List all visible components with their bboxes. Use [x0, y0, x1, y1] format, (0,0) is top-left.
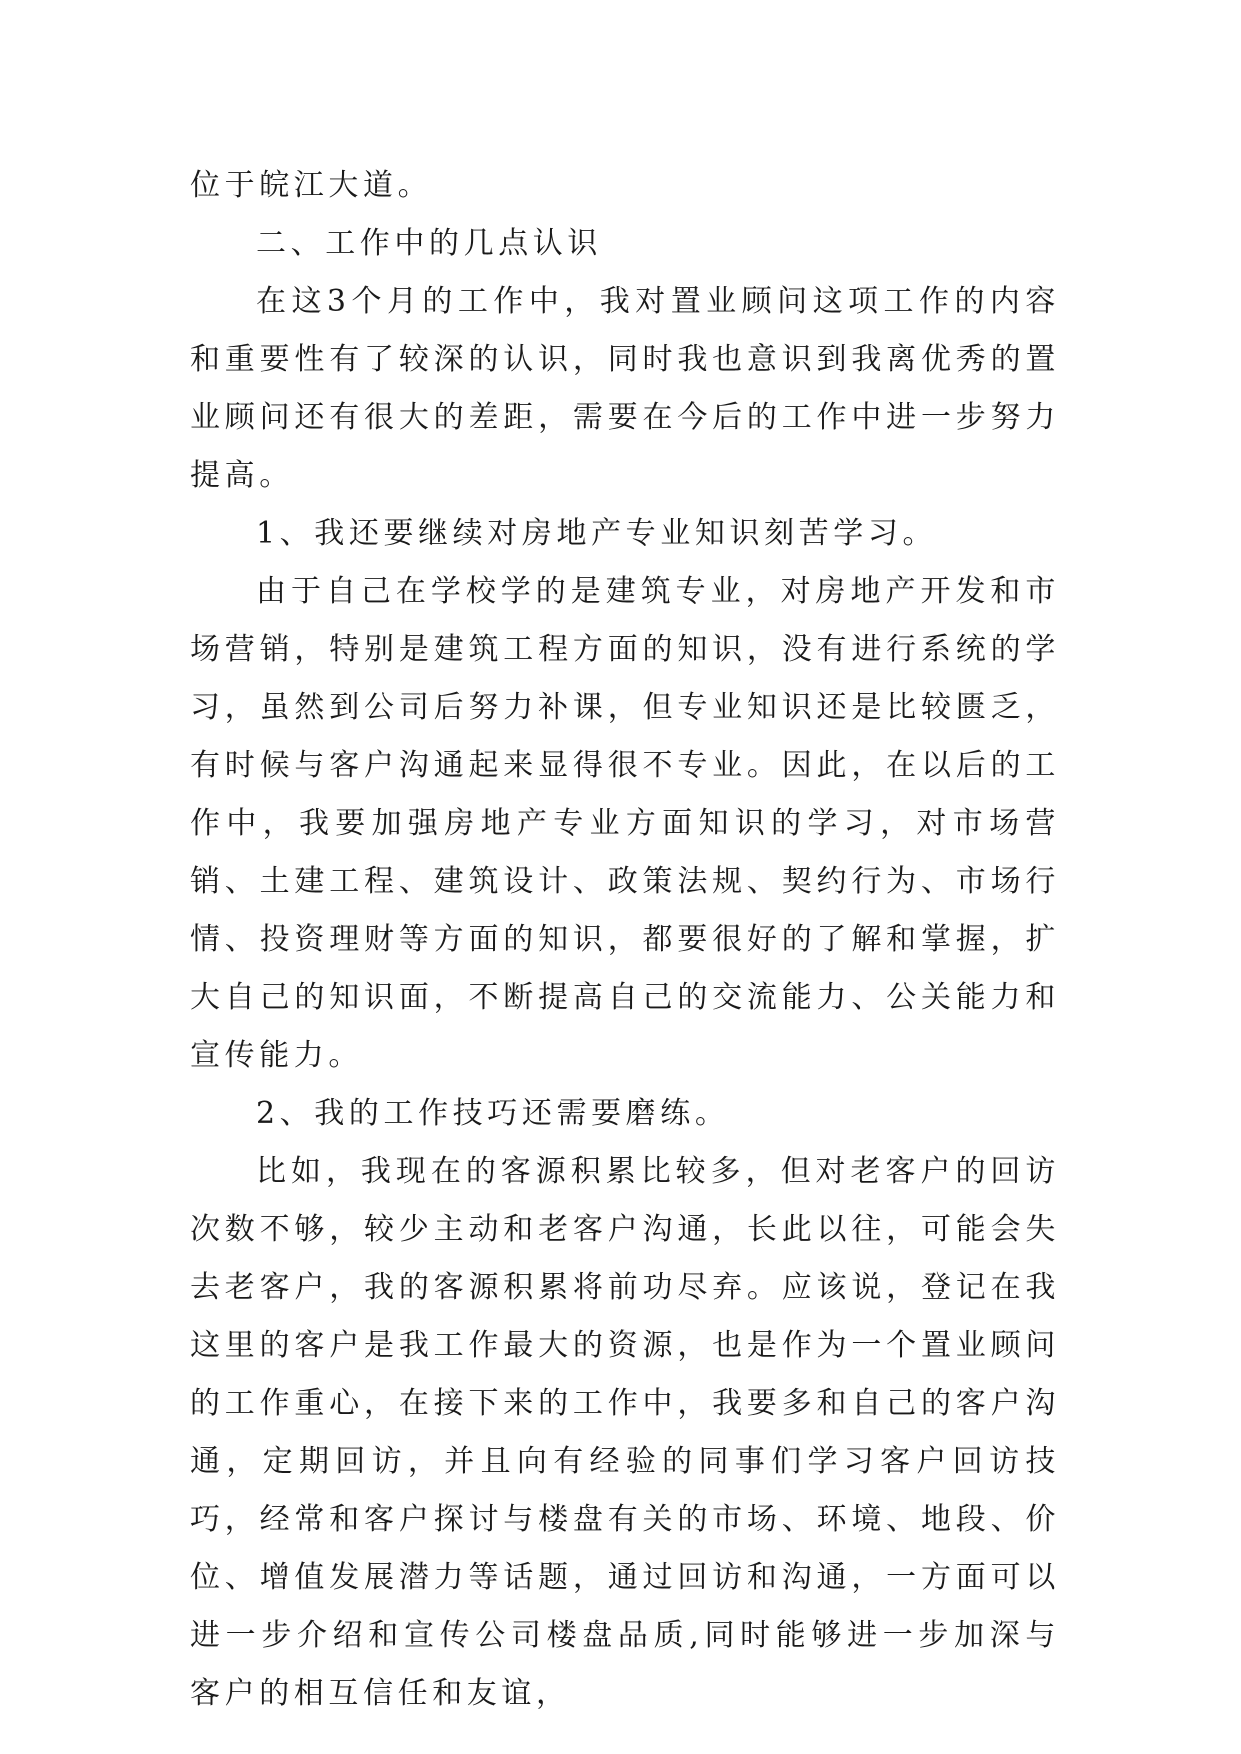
- paragraph-continuation: 位于皖江大道。: [190, 168, 433, 203]
- subheading-point-1: 1、我还要继续对房地产专业知识刻苦学习。: [256, 516, 938, 551]
- subheading-point-2: 2、我的工作技巧还需要磨练。: [256, 1096, 730, 1131]
- paragraph-work-skills: 比如，我现在的客源积累比较多，但对老客户的回访次数不够，较少主动和老客户沟通，长此以往，可能会失去老客户，我的客源积累将前功尽弃。应该说，登记在我这里的客户是我工作最大的资源，也是作为一个置业顾问的工作重心，在接下来的工作中，我要多和自己的客户沟通，定期回访，并且向有经验的同事们学习客户回访技巧，经常和客户探讨与楼盘有关的市场、环境、地段、价位、增值发展潜力等话题，通过回访和沟通，一方面可以进一步介绍和宣传公司楼盘品质,同时能够进一步加深与客户的相互信任和友谊，: [190, 1154, 1060, 1711]
- document-body: [190, 157, 1060, 1723]
- paragraph-professional-knowledge: 由于自己在学校学的是建筑专业，对房地产开发和市场营销，特别是建筑工程方面的知识，没有进行系统的学习，虽然到公司后努力补课，但专业知识还是比较匮乏，有时候与客户沟通起来显得很不专业。因此，在以后的工作中，我要加强房地产专业方面知识的学习，对市场营销、土建工程、建筑设计、政策法规、契约行为、市场行情、投资理财等方面的知识，都要很好的了解和掌握，扩大自己的知识面，不断提高自己的交流能力、公关能力和宣传能力。: [190, 574, 1060, 1073]
- section-heading-work-insights: 二、工作中的几点认识: [256, 226, 602, 261]
- paragraph-three-months: 在这3个月的工作中，我对置业顾问这项工作的内容和重要性有了较深的认识，同时我也意识到我离优秀的置业顾问还有很大的差距，需要在今后的工作中进一步努力提高。: [190, 284, 1060, 493]
